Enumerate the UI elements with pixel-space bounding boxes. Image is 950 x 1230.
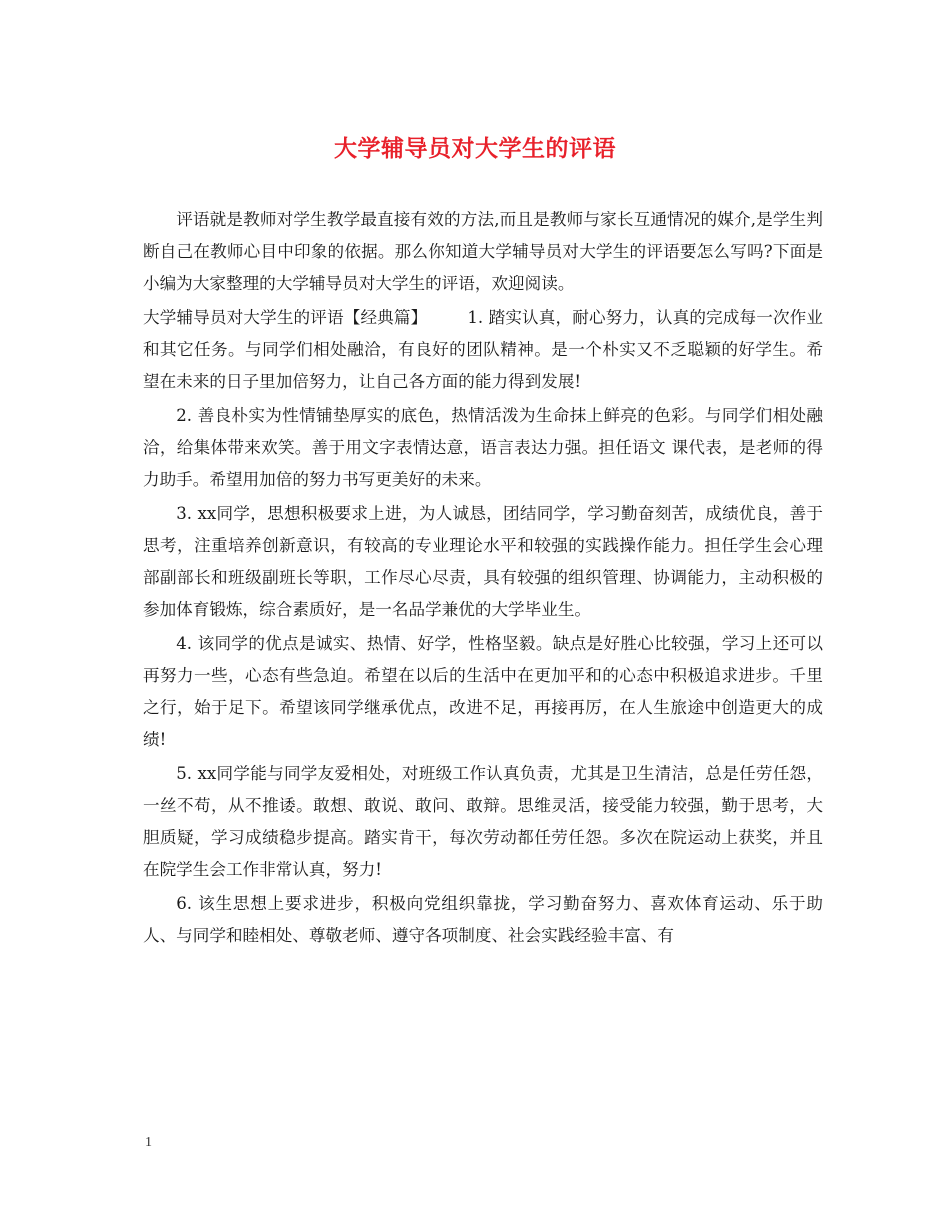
section-paragraph [143, 302, 823, 398]
document-body [143, 204, 823, 954]
evaluation-item-2: 2. 善良朴实为性情铺垫厚实的底色，热情活泼为生命抹上鲜亮的色彩。与同学们相处融洽，给集体带来欢笑。善于用文字表情达意，语言表达力强。担任语文 课代表，是老师的得力助手。希望用加倍的努力书写更美好的未来。 [143, 406, 823, 489]
evaluation-item-1: 1. 踏实认真，耐心努力，认真的完成每一次作业和其它任务。与同学们相处融洽，有良好的团队精神。是一个朴实又不乏聪颖的好学生。希望在未来的日子里加倍努力，让自己各方面的能力得到发展! [143, 308, 824, 391]
evaluation-item-6: 6. 该生思想上要求进步，积极向党组织靠拢，学习勤奋努力、喜欢体育运动、乐于助人、与同学和睦相处、尊敬老师、遵守各项制度、社会实践经验丰富、有 [143, 894, 823, 945]
evaluation-item-5: 5. xx同学能与同学友爱相处，对班级工作认真负责，尤其是卫生清洁，总是任劳任怨，一丝不苟，从不推诿。敢想、敢说、敢问、敢辩。思维灵活，接受能力较强，勤于思考，大胆质疑，学习成绩稳步提高。踏实肯干，每次劳动都任劳任怨。多次在院运动上获奖，并且在院学生会工作非常认真，努力! [143, 764, 823, 879]
page-number: 1 [145, 1135, 152, 1150]
document-title: 大学辅导员对大学生的评语 [334, 135, 616, 162]
evaluation-item-3: 3. xx同学，思想积极要求上进，为人诚恳，团结同学，学习勤奋刻苦，成绩优良，善于思考，注重培养创新意识，有较高的专业理论水平和较强的实践操作能力。担任学生会心理部副部长和班级副班长等职，工作尽心尽责，具有较强的组织管理、协调能力，主动积极的参加体育锻炼，综合素质好，是一名品学兼优的大学毕业生。 [143, 504, 823, 619]
intro-paragraph: 评语就是教师对学生教学最直接有效的方法,而且是教师与家长互通情况的媒介,是学生判断自己在教师心目中印象的依据。那么你知道大学辅导员对大学生的评语要怎么写吗?下面是小编为大家整理的大学辅导员对大学生的评语，欢迎阅读。 [143, 210, 823, 293]
evaluation-item-4: 4. 该同学的优点是诚实、热情、好学，性格坚毅。缺点是好胜心比较强，学习上还可以再努力一些，心态有些急迫。希望在以后的生活中在更加平和的心态中积极追求进步。千里之行，始于足下。希望该同学继承优点，改进不足，再接再厉，在人生旅途中创造更大的成绩! [143, 634, 823, 749]
section-heading: 大学辅导员对大学生的评语【经典篇】 [143, 308, 428, 327]
